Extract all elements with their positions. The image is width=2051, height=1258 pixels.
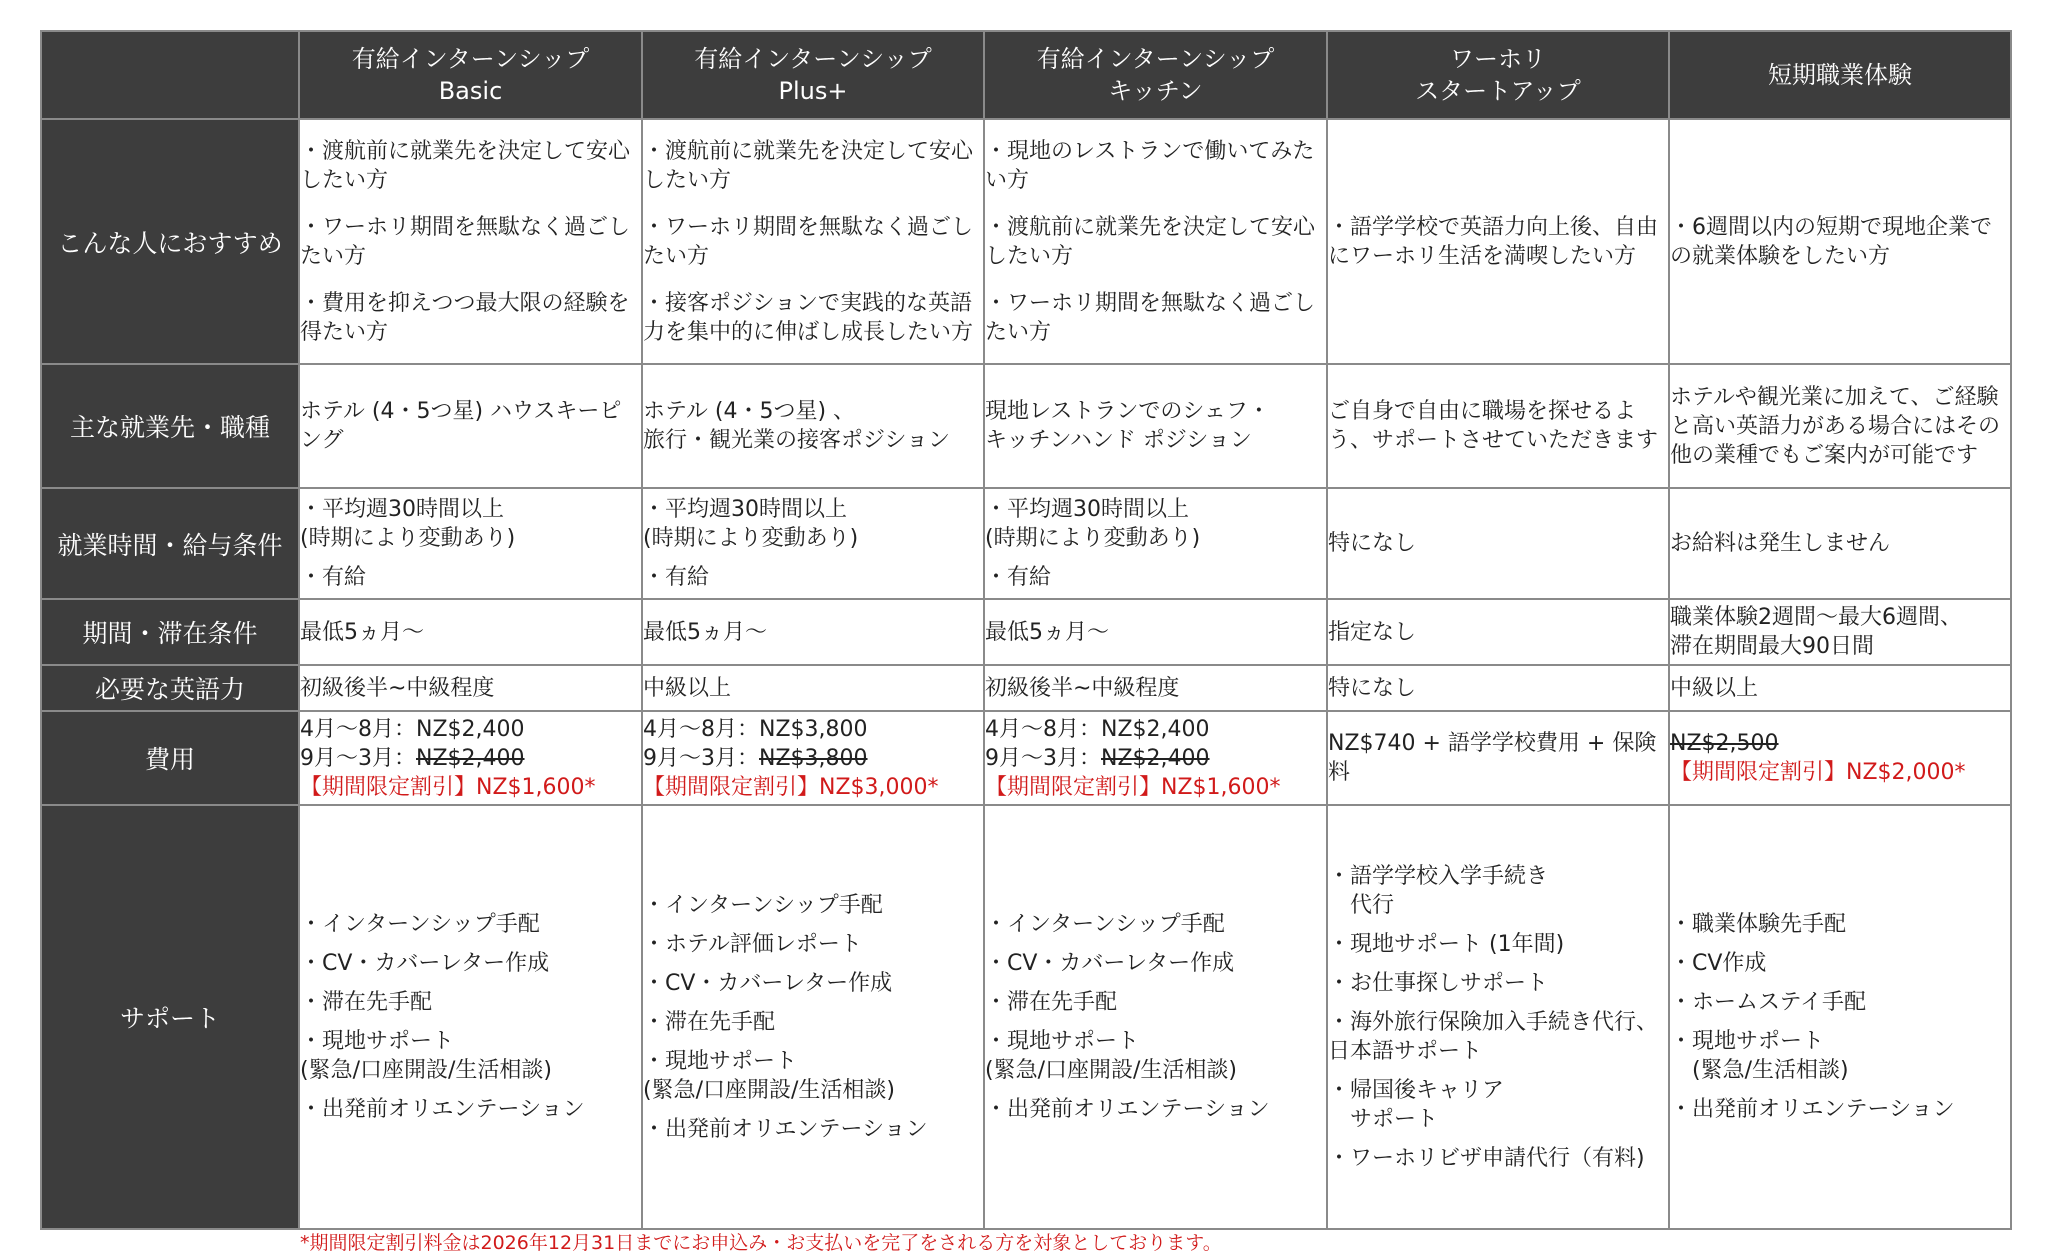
discount-price: 【期間限定割引】NZ$2,000*: [1670, 760, 1966, 785]
fee-line-apr-aug: 4月〜8月：NZ$2,400: [300, 716, 525, 742]
cell-period-plus: 最低5ヵ月〜: [642, 599, 984, 665]
column-header-kitchen: 有給インターンシップ キッチン: [984, 31, 1327, 119]
row-label-employer: 主な就業先・職種: [41, 364, 299, 488]
fee-line-apr-aug: 4月〜8月：NZ$3,800: [643, 716, 868, 742]
cell-english-basic: 初級後半~中級程度: [299, 665, 642, 711]
cell-period-short: 職業体験2週間〜最大6週間、 滞在期間最大90日間: [1669, 599, 2011, 665]
cell-fee-plus: [642, 711, 984, 805]
cell-english-startup: 特になし: [1327, 665, 1669, 711]
discount-footnote: *期間限定割引料金は2026年12月31日までにお申込み・お支払いを完了をされる方を対象としております。: [300, 1232, 1222, 1254]
fee-line-sep-mar: 9月〜3月：NZ$2,400: [300, 745, 525, 771]
discount-price: 【期間限定割引】NZ$1,600*: [300, 774, 596, 800]
row-label-fee: 費用: [41, 711, 299, 805]
row-label-support: サポート: [41, 805, 299, 1229]
cell-support-basic: ・インターンシップ手配 ・CV・カバーレター作成 ・滞在先手配 ・現地サポート (緊急/口座開設/生活相談) ・出発前オリエンテーション: [299, 805, 642, 1229]
original-price: NZ$2,400: [416, 745, 525, 771]
row-english: [41, 665, 2011, 711]
program-comparison-table: [40, 30, 2012, 1230]
row-label-hours: 就業時間・給与条件: [41, 488, 299, 599]
cell-employer-basic: ホテル (4・5つ星) ハウスキーピング: [299, 364, 642, 488]
column-header-plus: 有給インターンシップ Plus+: [642, 31, 984, 119]
cell-fee-kitchen: [984, 711, 1327, 805]
cell-hours-plus: ・平均週30時間以上 (時期により変動あり) ・有給: [642, 488, 984, 599]
fee-line-sep-mar: 9月〜3月：NZ$3,800: [643, 745, 868, 771]
cell-hours-short: お給料は発生しません: [1669, 488, 2011, 599]
row-label-recommend: こんな人におすすめ: [41, 119, 299, 364]
cell-fee-startup: NZ$740 + 語学学校費用 + 保険料: [1327, 711, 1669, 805]
row-label-period: 期間・滞在条件: [41, 599, 299, 665]
cell-period-startup: 指定なし: [1327, 599, 1669, 665]
column-header-basic: 有給インターンシップ Basic: [299, 31, 642, 119]
column-header-startup: ワーホリ スタートアップ: [1327, 31, 1669, 119]
discount-price: 【期間限定割引】NZ$3,000*: [643, 774, 939, 800]
cell-employer-startup: ご自身で自由に職場を探せるよう、サポートさせていただきます: [1327, 364, 1669, 488]
original-price: NZ$2,400: [1101, 745, 1210, 771]
comparison-table-wrapper: [40, 30, 2010, 1230]
cell-english-kitchen: 初級後半~中級程度: [984, 665, 1327, 711]
cell-fee-basic: [299, 711, 642, 805]
fee-line-sep-mar: 9月〜3月：NZ$2,400: [985, 745, 1210, 771]
cell-support-short: ・職業体験先手配 ・CV作成 ・ホームステイ手配 ・現地サポート (緊急/生活相談) ・出発前オリエンテーション: [1669, 805, 2011, 1229]
cell-hours-kitchen: ・平均週30時間以上 (時期により変動あり) ・有給: [984, 488, 1327, 599]
cell-recommend-kitchen: ・現地のレストランで働いてみたい方 ・渡航前に就業先を決定して安心したい方 ・ワーホリ期間を無駄なく過ごしたい方: [984, 119, 1327, 364]
discount-price: 【期間限定割引】NZ$1,600*: [985, 774, 1281, 800]
cell-english-short: 中級以上: [1669, 665, 2011, 711]
cell-support-plus: ・インターンシップ手配 ・ホテル評価レポート ・CV・カバーレター作成 ・滞在先手配 ・現地サポート (緊急/口座開設/生活相談) ・出発前オリエンテーション: [642, 805, 984, 1229]
header-row: [41, 31, 2011, 119]
row-label-english: 必要な英語力: [41, 665, 299, 711]
cell-support-startup: ・語学学校入学手続き 代行 ・現地サポート (1年間) ・お仕事探しサポート ・海外旅行保険加入手続き代行、日本語サポート ・帰国後キャリア サポート ・ワーホリビザ申請代行（有料): [1327, 805, 1669, 1229]
header-corner: [41, 31, 299, 119]
row-support: [41, 805, 2011, 1229]
cell-employer-kitchen: 現地レストランでのシェフ・ キッチンハンド ポジション: [984, 364, 1327, 488]
row-recommend: [41, 119, 2011, 364]
row-hours: [41, 488, 2011, 599]
cell-employer-short: ホテルや観光業に加えて、ご経験と高い英語力がある場合にはその他の業種でもご案内が可能です: [1669, 364, 2011, 488]
row-fee: [41, 711, 2011, 805]
cell-recommend-startup: ・語学学校で英語力向上後、自由にワーホリ生活を満喫したい方: [1327, 119, 1669, 364]
cell-hours-startup: 特になし: [1327, 488, 1669, 599]
cell-recommend-plus: ・渡航前に就業先を決定して安心したい方 ・ワーホリ期間を無駄なく過ごしたい方 ・接客ポジションで実践的な英語力を集中的に伸ばし成長したい方: [642, 119, 984, 364]
cell-support-kitchen: ・インターンシップ手配 ・CV・カバーレター作成 ・滞在先手配 ・現地サポート (緊急/口座開設/生活相談) ・出発前オリエンテーション: [984, 805, 1327, 1229]
original-price: NZ$2,500: [1670, 731, 1779, 756]
cell-employer-plus: ホテル (4・5つ星) 、 旅行・観光業の接客ポジション: [642, 364, 984, 488]
original-price: NZ$3,800: [759, 745, 868, 771]
row-employer: [41, 364, 2011, 488]
cell-hours-basic: ・平均週30時間以上 (時期により変動あり) ・有給: [299, 488, 642, 599]
cell-period-kitchen: 最低5ヵ月〜: [984, 599, 1327, 665]
row-period: [41, 599, 2011, 665]
cell-fee-short: [1669, 711, 2011, 805]
fee-line-apr-aug: 4月〜8月：NZ$2,400: [985, 716, 1210, 742]
cell-recommend-basic: ・渡航前に就業先を決定して安心したい方 ・ワーホリ期間を無駄なく過ごしたい方 ・費用を抑えつつ最大限の経験を得たい方: [299, 119, 642, 364]
column-header-short: 短期職業体験: [1669, 31, 2011, 119]
cell-period-basic: 最低5ヵ月〜: [299, 599, 642, 665]
cell-english-plus: 中級以上: [642, 665, 984, 711]
cell-recommend-short: ・6週間以内の短期で現地企業での就業体験をしたい方: [1669, 119, 2011, 364]
